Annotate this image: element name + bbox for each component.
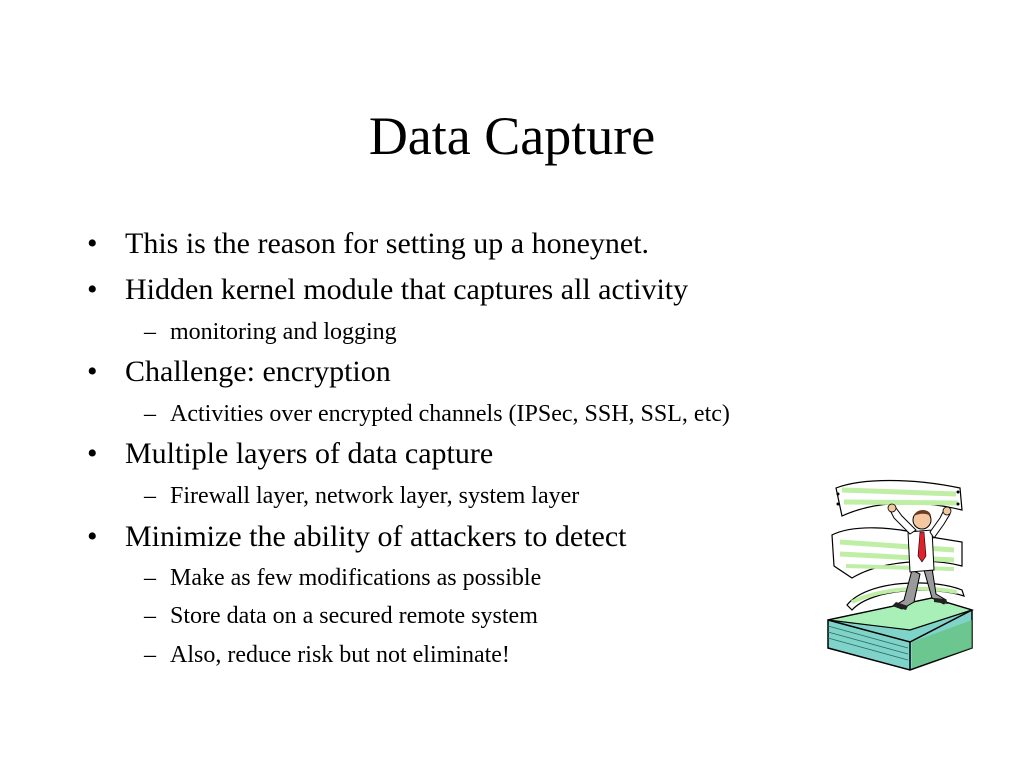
sub-bullet-item	[144, 563, 542, 593]
sub-bullet-marker: –	[144, 603, 156, 629]
bullet-marker: •	[87, 227, 98, 260]
bullet-text: Multiple layers of data capture	[125, 437, 494, 470]
sub-bullet-text: Firewall layer, network layer, system layer	[170, 483, 580, 509]
sub-bullet-marker: –	[144, 483, 156, 509]
sub-bullet-item	[144, 640, 510, 670]
bullet-text: Minimize the ability of attackers to detect	[125, 520, 627, 553]
bullet-item	[87, 436, 494, 472]
bullet-item	[87, 226, 650, 262]
bullet-marker: •	[87, 273, 98, 306]
bullet-marker: •	[87, 437, 98, 470]
sub-bullet-text: Activities over encrypted channels (IPSec, SSH, SSL, etc)	[170, 401, 730, 427]
sub-bullet-marker: –	[144, 319, 156, 345]
bullet-item	[87, 354, 391, 390]
bullet-marker: •	[87, 520, 98, 553]
bullet-marker: •	[87, 355, 98, 388]
sub-bullet-item	[144, 317, 397, 347]
sub-bullet-item	[144, 481, 580, 511]
sub-bullet-text: Make as few modifications as possible	[170, 565, 542, 591]
sub-bullet-text: Store data on a secured remote system	[170, 603, 538, 629]
sub-bullet-item	[144, 399, 730, 429]
bullet-text: Challenge: encryption	[125, 355, 391, 388]
sub-bullet-text: Also, reduce risk but not eliminate!	[170, 642, 510, 668]
bullet-text: Hidden kernel module that captures all activity	[125, 273, 689, 306]
bullet-item	[87, 519, 627, 555]
sub-bullet-marker: –	[144, 642, 156, 668]
bullet-item	[87, 272, 689, 308]
slide-title: Data Capture	[368, 106, 656, 166]
bullet-text: This is the reason for setting up a honeynet.	[125, 227, 650, 260]
sub-bullet-item	[144, 601, 538, 631]
sub-bullet-marker: –	[144, 565, 156, 591]
sub-bullet-text: monitoring and logging	[170, 319, 397, 345]
man-with-printout-clipart-icon	[822, 470, 974, 675]
sub-bullet-marker: –	[144, 401, 156, 427]
